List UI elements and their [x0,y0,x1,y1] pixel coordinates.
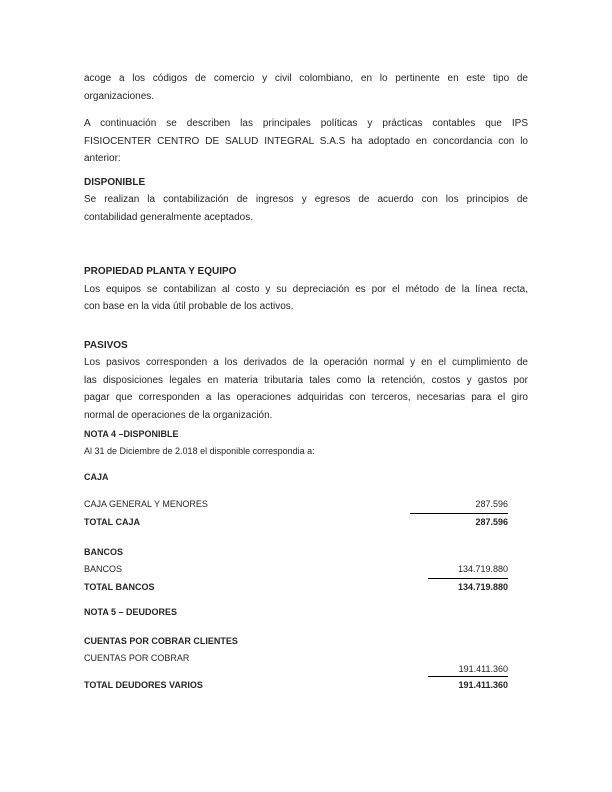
total-amount: 134.719.880 [428,578,508,596]
table-row-total-caja [84,513,528,531]
total-label: TOTAL CAJA [84,517,141,527]
notes-section [84,426,528,694]
paragraph-line: Los equipos se contabilizan al costo y su depreciación es por el método de la línea recta, [84,283,528,295]
paragraph-line: organizaciones. [84,90,155,102]
nota4-title: NOTA 4 –DISPONIBLE [84,429,179,439]
total-label: TOTAL BANCOS [84,582,155,592]
total-label: TOTAL DEUDORES VARIOS [84,680,203,690]
table-row-total-bancos [84,578,528,596]
paragraph-line: Los pasivos corresponden a los derivados de la operación normal y en el cumplimiento de [84,357,528,368]
heading-disponible: DISPONIBLE [84,176,146,188]
page-content [84,70,528,694]
row-amount: 134.719.880 [457,564,508,574]
paragraph-line: anterior: [84,153,121,164]
nota5-title: NOTA 5 – DEUDORES [84,607,178,617]
paragraph-line: acoge a los códigos de comercio y civil colombiano, en lo pertinente en este tipo de [84,73,528,84]
total-amount: 191.411.360 [428,676,508,694]
paragraph-propiedad-planta-equipo [84,281,528,316]
table-row-bancos [84,561,528,578]
bancos-group-heading: BANCOS [84,547,124,557]
row-amount: 287.596 [475,499,508,509]
row-label: CAJA GENERAL Y MENORES [84,499,208,509]
total-amount: 287.596 [410,513,508,531]
paragraph-policies-intro [84,115,528,168]
heading-propiedad-planta-equipo: PROPIEDAD PLANTA Y EQUIPO [84,266,237,277]
cuentas-group-heading: CUENTAS POR COBRAR CLIENTES [84,636,238,646]
paragraph-line: normal de operaciones de la organización. [84,409,273,421]
row-label: BANCOS [84,564,123,574]
row-amount: 191.411.360 [458,664,508,674]
heading-pasivos: PASIVOS [84,339,128,351]
paragraph-line: contabilidad generalmente aceptados. [84,211,254,223]
nota4-subtitle: Al 31 de Diciembre de 2.018 el disponible correspondia a: [84,446,315,456]
table-row-caja-general [84,496,528,513]
paragraph-pasivos [84,354,528,424]
row-label: CUENTAS POR COBRAR [84,653,190,663]
paragraph-line: A continuación se describen las principales políticas y prácticas contables que IPS [84,118,528,129]
paragraph-line: FISIOCENTER CENTRO DE SALUD INTEGRAL S.A.S ha adoptado en concordancia con lo [84,135,528,147]
paragraph-line: pagar que corresponden a las operaciones adquiridas con terceros, necesarias para el giro [84,392,528,403]
paragraph-disponible [84,191,528,226]
paragraph-line: las disposiciones legales en materia tributaria tales como la retención, costos y gastos por [84,374,528,386]
paragraph-line: Se realizan la contabilización de ingresos y egresos de acuerdo con los principios de [84,194,528,205]
caja-group-heading: CAJA [84,472,109,482]
table-row-total-deudores [84,676,528,694]
paragraph-line: con base en la vida útil probable de los activos. [84,301,294,312]
paragraph-intro-continuation [84,70,528,105]
